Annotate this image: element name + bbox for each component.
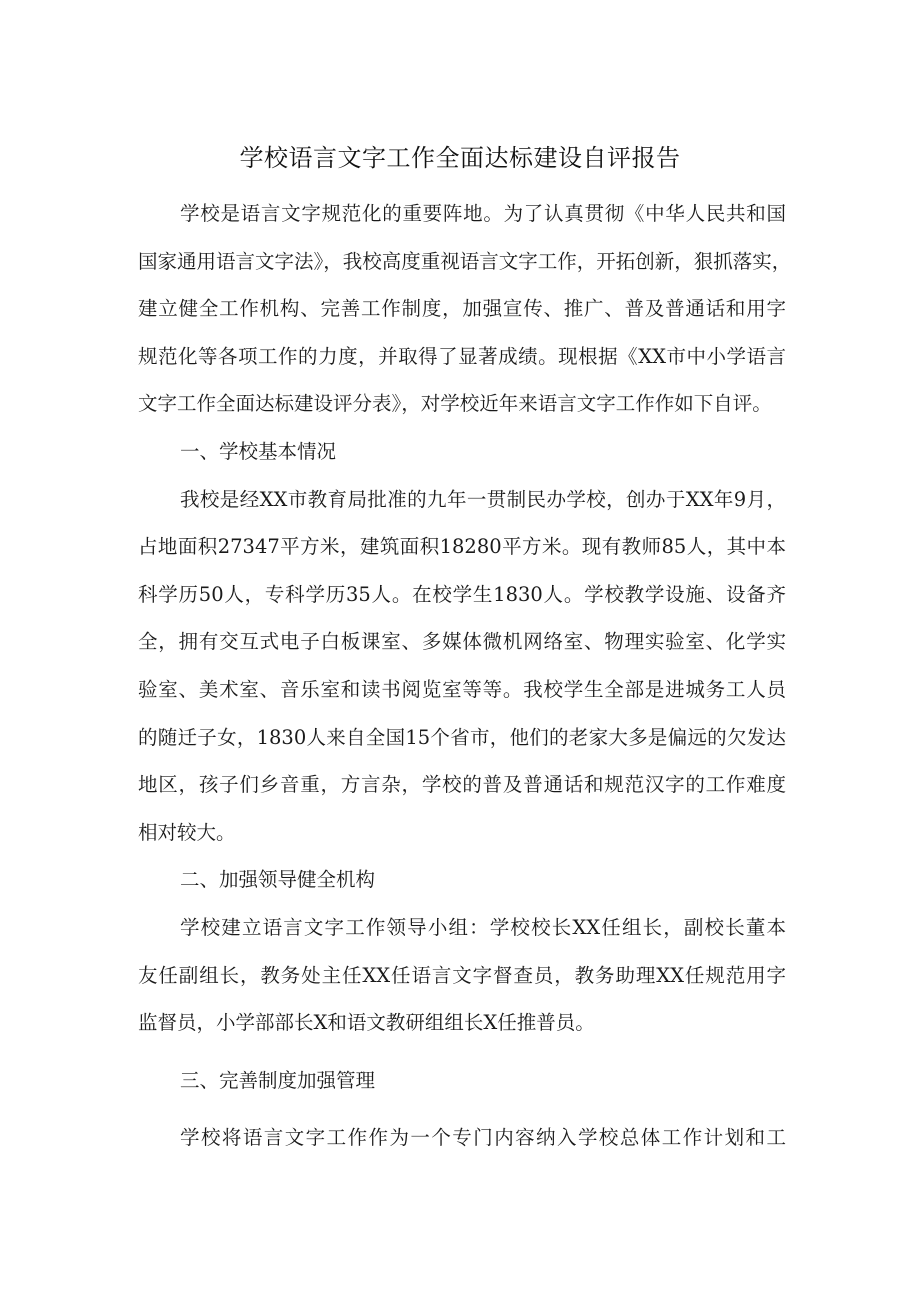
spacer: [138, 1047, 786, 1057]
paragraph-line: 相对较大。: [138, 820, 236, 844]
paragraph-line: 地区，孩子们乡音重，方言杂，学校的普及普通话和规范汉字的工作难度: [138, 773, 786, 797]
spacer: [138, 1104, 786, 1114]
paragraph-line: 监督员，小学部部长X和语文教研组组长X任推普员。: [138, 1011, 595, 1035]
document-title: 学校语言文字工作全面达标建设自评报告: [239, 144, 681, 172]
paragraph-line: 全，拥有交互式电子白板课室、多媒体微机网络室、物理实验室、化学实: [138, 630, 786, 654]
section-heading: 二、加强领导健全机构: [180, 868, 376, 892]
paragraph-line: 规范化等各项工作的力度，并取得了显著成绩。现根据《XX市中小学语言: [138, 344, 786, 368]
paragraph-line: 学校建立语言文字工作领导小组：学校校长XX任组长，副校长董本: [180, 915, 786, 939]
paragraph-line: 建立健全工作机构、完善工作制度，加强宣传、推广、普及普通话和用字: [138, 297, 786, 321]
paragraph-line: 国家通用语言文字法》，我校高度重视语言文字工作，开拓创新，狠抓落实，: [138, 249, 792, 273]
paragraph-line: 占地面积27347平方米，建筑面积18280平方米。现有教师85人，其中本: [138, 535, 786, 559]
paragraph-line: 验室、美术室、音乐室和读书阅览室等等。我校学生全部是进城务工人员: [138, 677, 786, 701]
section-heading: 一、学校基本情况: [180, 439, 337, 463]
paragraph-line: 友任副组长，教务处主任XX任语言文字督查员，教务助理XX任规范用字: [138, 963, 786, 987]
paragraph-line: 科学历50人，专科学历35人。在校学生1830人。学校教学设施、设备齐: [138, 582, 786, 606]
paragraph-line: 文字工作全面达标建设评分表》，对学校近年来语言文字工作作如下自评。: [138, 392, 772, 416]
paragraph-line: 我校是经XX市教育局批准的九年一贯制民办学校，创办于XX年9月，: [180, 487, 786, 511]
paragraph-line: 学校将语言文字工作作为一个专门内容纳入学校总体工作计划和工: [180, 1126, 786, 1150]
paragraph-line: 的随迁子女，1830人来自全国15个省市，他们的老家大多是偏远的欠发达: [138, 725, 786, 749]
document-body: [138, 190, 792, 1162]
paragraph-line: 学校是语言文字规范化的重要阵地。为了认真贯彻《中华人民共和国: [180, 202, 786, 225]
section-heading: 三、完善制度加强管理: [180, 1068, 376, 1092]
